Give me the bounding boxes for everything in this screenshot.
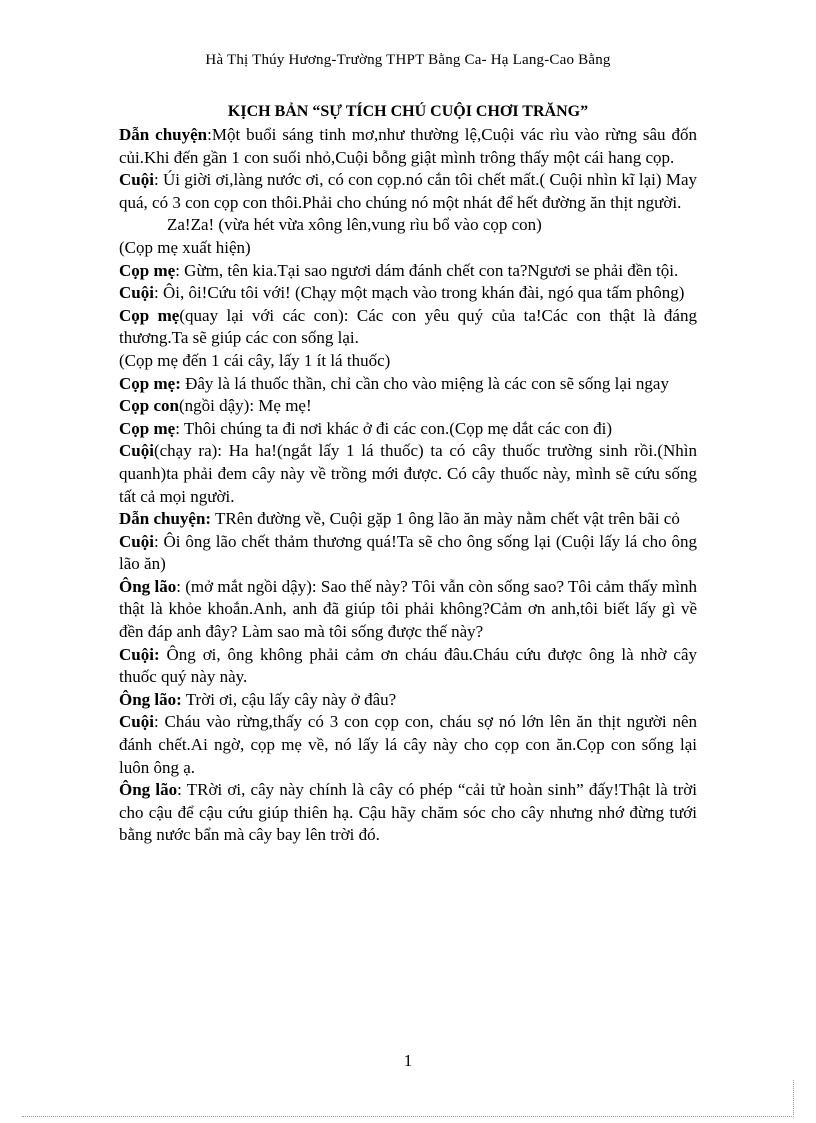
dialogue-line xyxy=(119,644,697,689)
speaker-label: Cọp con xyxy=(119,396,179,416)
speaker-label: Cọp mẹ xyxy=(119,305,180,325)
speaker-label: Cọp mẹ xyxy=(119,260,176,280)
speaker-label: Cuội xyxy=(119,170,154,190)
dialogue-text: Za!Za! (vừa hét vừa xông lên,vung rìu bổ vào cọp con) xyxy=(167,215,542,235)
dialogue-text: : Ôi ông lão chết thảm thương quá!Ta sẽ cho ông sống lại (Cuội lấy lá cho ông lão ăn) xyxy=(119,531,697,574)
dialogue-line xyxy=(119,373,697,396)
page-header: Hà Thị Thúy Hương-Trường THPT Bằng Ca- Hạ Lang-Cao Bằng xyxy=(205,52,611,68)
dialogue-line xyxy=(119,260,697,283)
dialogue-text: Trời ơi, cậu lấy cây này ở đâu? xyxy=(181,689,397,709)
speaker-label: Cuội xyxy=(119,531,154,551)
page-border-right xyxy=(793,1080,794,1117)
dialogue-line xyxy=(119,779,697,847)
dialogue-line xyxy=(119,711,697,779)
speaker-label: Cuội: xyxy=(119,644,160,664)
dialogue-text: : Cháu vào rừng,thấy có 3 con cọp con, cháu sợ nó lớn lên ăn thịt người nên đánh chết.Ai ngờ, cọp mẹ về, nó lấy lá cây này cho cọp con ăn.Cọp con sống lại luôn ông ạ. xyxy=(119,712,697,777)
dialogue-text: : TRời ơi, cây này chính là cây có phép “cải tử hoàn sinh” đấy!Thật là trời cho cậu để cậu cứu giúp thiên hạ. Cậu hãy chăm sóc cho cây nhưng nhớ đừng tưới bằng nước bẩn mà cây bay lên trời đó. xyxy=(119,780,697,845)
speaker-label: Ông lão: xyxy=(119,689,182,709)
dialogue-text: :Một buổi sáng tinh mơ,như thường lệ,Cuội vác rìu vào rừng sâu đốn củi.Khi đến gần 1 con suối nhỏ,Cuội bỗng giật mình trông thấy một cái hang cọp. xyxy=(119,125,697,167)
dialogue-line xyxy=(119,508,697,531)
speaker-label: Ông lão xyxy=(119,780,178,800)
dialogue-text: : Úi giời ơi,làng nước ơi, có con cọp.nó cắn tôi chết mất.( Cuội nhìn kĩ lại) May quá, có 3 con cọp con thôi.Phải cho chúng nó một nhát để hết đường ăn thịt người. xyxy=(119,170,697,212)
dialogue-text: (chạy ra): Ha ha!(ngắt lấy 1 lá thuốc) ta có cây thuốc trường sinh rồi.(Nhìn quanh)ta phải đem cây này về trồng mới được. Có cây thuốc này, mình sẽ cứu sống tất cả mọi người. xyxy=(119,441,697,506)
dialogue-text: (ngồi dậy): Mẹ mẹ! xyxy=(178,396,312,416)
speaker-label: Cuội xyxy=(119,283,154,303)
dialogue-text: : Gừm, tên kia.Tại sao ngươi dám đánh chết con ta?Ngươi se phải đền tội. xyxy=(175,260,679,280)
speaker-label: Cuội xyxy=(119,712,154,732)
dialogue-text: : Thôi chúng ta đi nơi khác ở đi các con.(Cọp mẹ dắt các con đi) xyxy=(175,418,613,438)
dialogue-text: : (mở mắt ngồi dậy): Sao thế này? Tôi vẫn còn sống sao? Tôi cảm thấy mình thật là khỏe khoắn.Anh, anh đã giúp tôi phải không?Cảm ơn anh,tôi biết lấy gì về đền đáp anh đây? Làm sao mà tôi sống được thế này? xyxy=(119,576,697,642)
speaker-label: Ông lão xyxy=(119,576,177,596)
stage-direction xyxy=(119,350,697,373)
dialogue-text: (quay lại với các con): Các con yêu quý của ta!Các con thật là đáng thương.Ta sẽ giúp các con sống lại. xyxy=(119,305,697,348)
page-number: 1 xyxy=(403,1051,413,1070)
speaker-label: Cuội xyxy=(119,441,154,461)
dialogue-text: (Cọp mẹ đến 1 cái cây, lấy 1 ít lá thuốc) xyxy=(119,350,391,370)
dialogue-text: : Ôi, ôi!Cứu tôi với! (Chạy một mạch vào trong khán đài, ngó qua tấm phông) xyxy=(153,283,685,303)
script-body xyxy=(119,124,697,847)
dialogue-line xyxy=(119,395,697,418)
document-title: KỊCH BẢN “SỰ TÍCH CHÚ CUỘI CHƠI TRĂNG” xyxy=(227,103,589,120)
dialogue-line xyxy=(119,531,697,576)
dialogue-line xyxy=(119,169,697,214)
dialogue-text: TRên đường về, Cuội gặp 1 ông lão ăn mày nằm chết vật trên bãi cỏ xyxy=(211,509,680,529)
dialogue-line xyxy=(119,576,697,644)
dialogue-line xyxy=(119,124,697,169)
dialogue-line xyxy=(119,689,697,712)
dialogue-text: Đây là lá thuốc thần, chỉ cần cho vào miệng là các con sẽ sống lại ngay xyxy=(180,373,669,393)
speaker-label: Cọp mẹ xyxy=(119,418,176,438)
stage-direction xyxy=(119,237,697,260)
speaker-label: Dẫn chuyện xyxy=(119,125,208,144)
dialogue-line xyxy=(119,305,697,350)
page-border-bottom xyxy=(22,1116,794,1117)
dialogue-text: Ông ơi, ông không phải cảm ơn cháu đâu.Cháu cứu được ông là nhờ cây thuốc quý này này. xyxy=(119,644,697,687)
dialogue-line xyxy=(119,418,697,441)
dialogue-line xyxy=(119,440,697,508)
stage-direction xyxy=(119,214,697,237)
speaker-label: Dẫn chuyện: xyxy=(119,509,212,529)
speaker-label: Cọp mẹ: xyxy=(119,373,181,393)
dialogue-line xyxy=(119,282,697,305)
dialogue-text: (Cọp mẹ xuất hiện) xyxy=(119,237,251,257)
